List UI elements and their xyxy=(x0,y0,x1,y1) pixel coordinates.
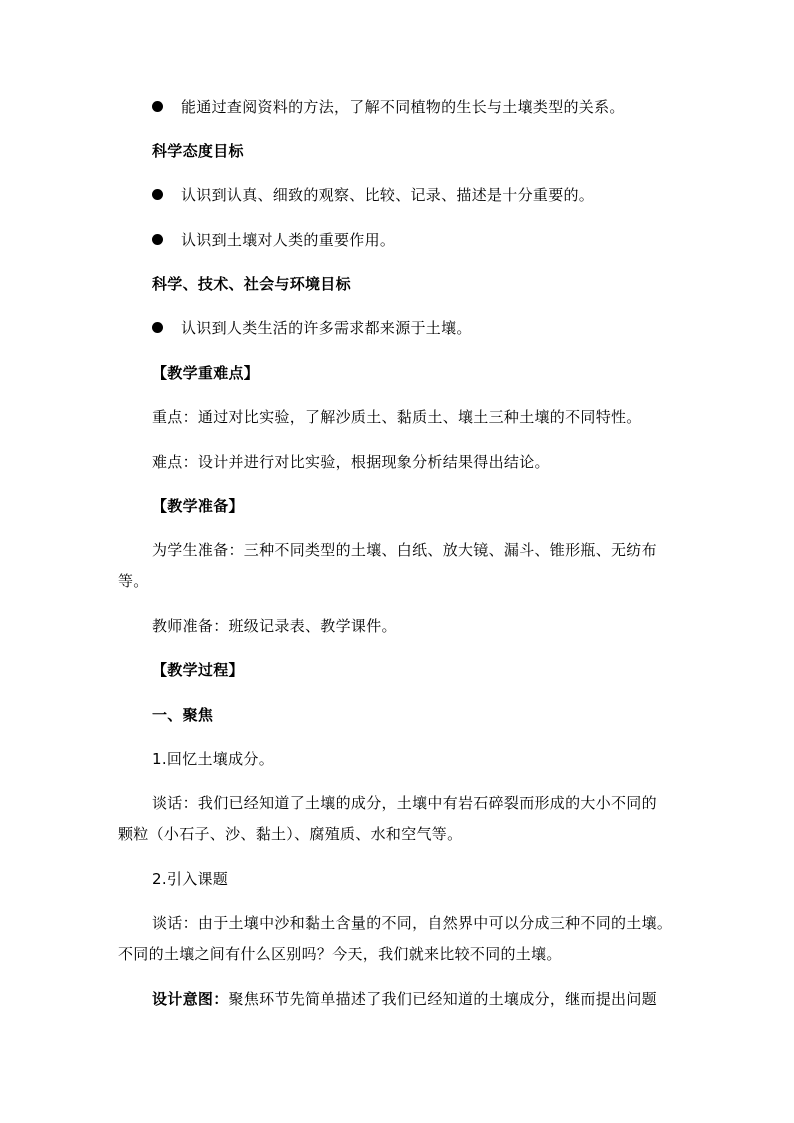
key-point-text: 重点：通过对比实验，了解沙质土、黏质土、壤土三种土壤的不同特性。 xyxy=(152,408,642,426)
bullet-text: 认识到认真、细致的观察、比较、记录、描述是十分重要的。 xyxy=(181,186,595,204)
talk-text: 谈话：我们已经知道了土壤的成分，土壤中有岩石碎裂而形成的大小不同的 xyxy=(152,794,657,812)
student-preparation-text-cont: 等。 xyxy=(118,572,149,590)
section-heading-attitude: 科学态度目标 xyxy=(152,142,244,160)
subsection-heading-focus: 一、聚焦 xyxy=(152,706,214,724)
bullet-icon xyxy=(152,101,163,112)
talk-text-cont: 颗粒（小石子、沙、黏土）、腐殖质、水和空气等。 xyxy=(118,825,463,843)
section-heading-process: 【教学过程】 xyxy=(152,661,244,679)
bullet-text: 认识到土壤对人类的重要作用。 xyxy=(181,231,396,249)
design-intent-label: 设计意图： xyxy=(152,990,229,1008)
step-title: 1.回忆土壤成分。 xyxy=(152,750,275,768)
design-intent-paragraph xyxy=(152,988,657,1010)
bullet-icon xyxy=(152,234,163,245)
bullet-text: 能通过查阅资料的方法，了解不同植物的生长与土壤类型的关系。 xyxy=(181,98,625,116)
talk-text: 谈话：由于土壤中沙和黏土含量的不同，自然界中可以分成三种不同的土壤。 xyxy=(152,914,673,932)
difficult-point-text: 难点：设计并进行对比实验，根据现象分析结果得出结论。 xyxy=(152,453,550,471)
section-heading-key-points: 【教学重难点】 xyxy=(152,364,260,382)
section-heading-sts: 科学、技术、社会与环境目标 xyxy=(152,275,351,293)
design-intent-text: 聚焦环节先简单描述了我们已经知道的土壤成分，继而提出问题 xyxy=(228,990,657,1008)
student-preparation-text: 为学生准备：三种不同类型的土壤、白纸、放大镜、漏斗、锥形瓶、无纺布 xyxy=(152,541,657,559)
bullet-text: 认识到人类生活的许多需求都来源于土壤。 xyxy=(181,319,472,337)
step-title: 2.引入课题 xyxy=(152,870,229,888)
bullet-icon xyxy=(152,189,163,200)
teacher-preparation-text: 教师准备：班级记录表、教学课件。 xyxy=(152,617,397,635)
bullet-icon xyxy=(152,322,163,333)
talk-text-cont: 不同的土壤之间有什么区别吗？今天，我们就来比较不同的土壤。 xyxy=(118,945,562,963)
section-heading-preparation: 【教学准备】 xyxy=(152,497,244,515)
